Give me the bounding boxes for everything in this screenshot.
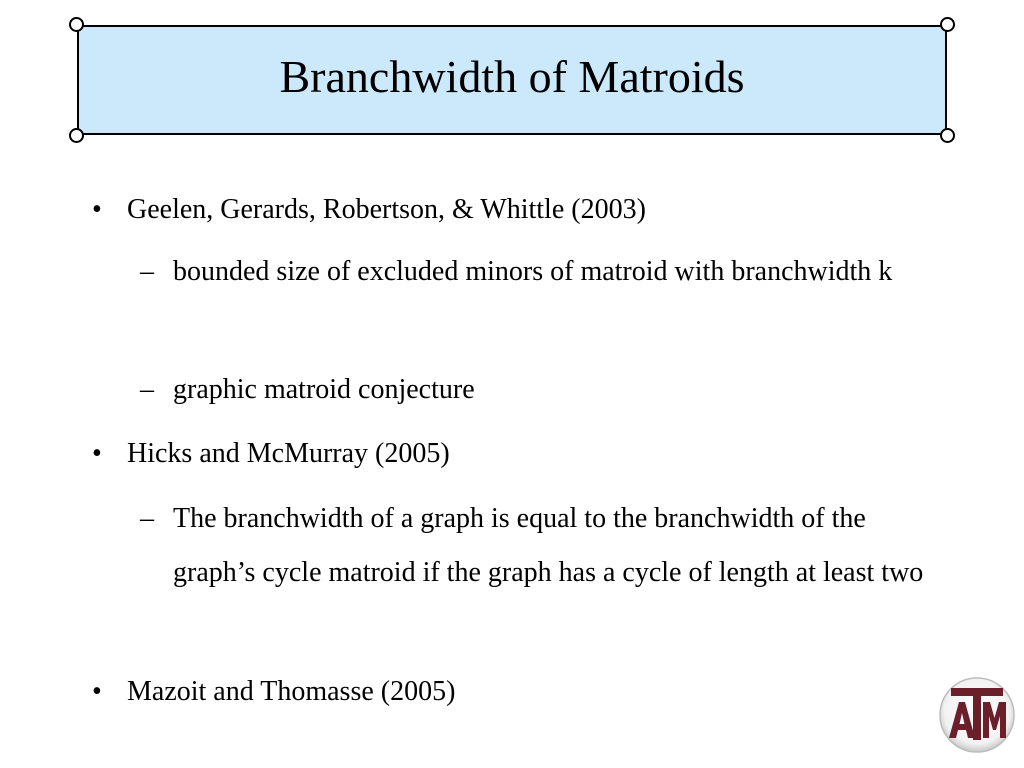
sub-bullet-text: The branchwidth of a graph is equal to the branchwidth of the graph’s cycle matroid if the graph has a cycle of length at least two <box>173 503 924 588</box>
bullet-text: Mazoit and Thomasse (2005) <box>127 676 456 707</box>
bullet-text: Geelen, Gerards, Robertson, & Whittle (2003) <box>127 194 646 225</box>
sub-bullet-text: bounded size of excluded minors of matroid with branchwidth k <box>173 256 893 287</box>
bullet-mark: • <box>92 194 102 225</box>
dash-mark: – <box>140 256 154 287</box>
dash-mark: – <box>140 503 154 534</box>
bullet-text: Hicks and McMurray (2005) <box>127 438 450 469</box>
resize-handle-top-left[interactable] <box>69 17 84 32</box>
atm-logo-icon <box>938 676 1016 754</box>
sub-bullet-item <box>140 245 940 299</box>
resize-handle-bottom-left[interactable] <box>69 128 84 143</box>
sub-bullet-item <box>140 363 940 417</box>
sub-bullet-item <box>140 492 940 600</box>
resize-handle-bottom-right[interactable] <box>940 128 955 143</box>
sub-bullet-text: graphic matroid conjecture <box>173 374 475 405</box>
bullet-mark: • <box>92 438 102 469</box>
dash-mark: – <box>140 374 154 405</box>
resize-handle-top-right[interactable] <box>940 17 955 32</box>
slide-title: Branchwidth of Matroids <box>279 51 745 102</box>
title-box[interactable] <box>77 25 947 135</box>
bullet-mark: • <box>92 676 102 707</box>
